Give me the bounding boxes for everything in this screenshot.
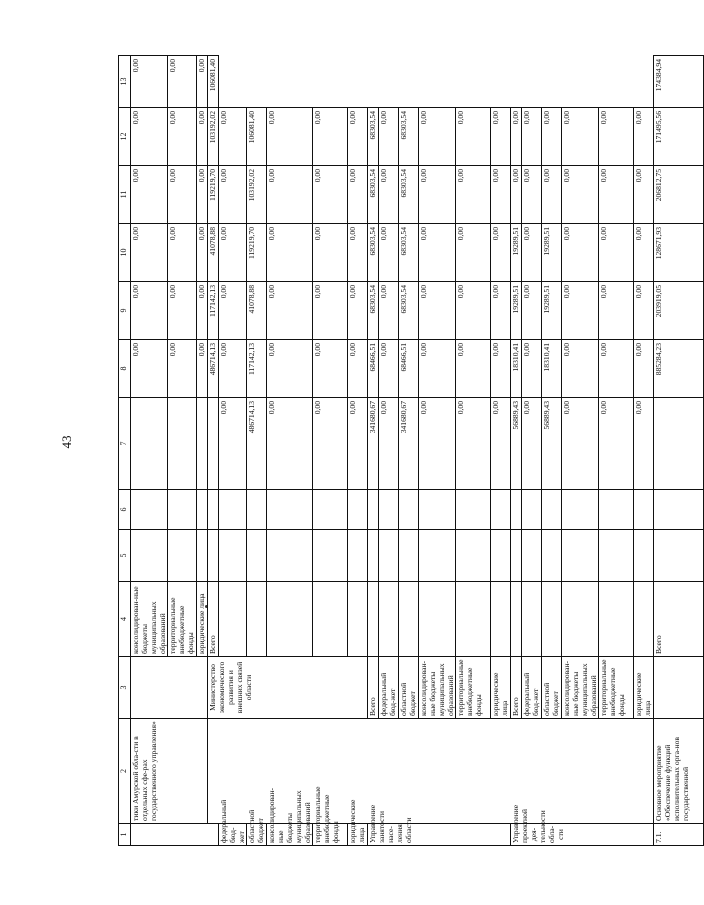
empty-cell — [511, 582, 522, 657]
row-label: консолидирован-ные бюджеты муниципальных образований — [419, 657, 456, 719]
amount-cell: 174384,94 — [654, 56, 704, 108]
amount-cell: 0,00 — [599, 340, 634, 398]
amount-cell: 0,00 — [197, 224, 208, 282]
amount-cell: 68303,54 — [399, 166, 419, 224]
amount-cell: 0,00 — [219, 340, 247, 398]
amount-cell: 103192,02 — [208, 108, 219, 166]
amount-cell: 0,00 — [379, 224, 399, 282]
col-header-9: 9 — [119, 282, 131, 340]
main-event-row — [654, 56, 704, 846]
amount-cell: 0,00 — [219, 166, 247, 224]
amount-cell: 0,00 — [379, 282, 399, 340]
empty-cell — [168, 398, 197, 490]
empty-cell — [634, 582, 654, 657]
col-header-11: 11 — [119, 166, 131, 224]
amount-cell: 0,00 — [313, 108, 348, 166]
empty-cell — [379, 582, 399, 657]
amount-cell: 19289,51 — [511, 282, 522, 340]
budget-table — [118, 55, 704, 846]
amount-cell: 0,00 — [562, 282, 599, 340]
amount-cell: 0,00 — [197, 56, 208, 108]
amount-cell: 0,00 — [542, 108, 562, 166]
amount-cell: 0,00 — [634, 108, 654, 166]
program-name: тики Амурской обла-сти в отдельных сфе-рах государственного управления» — [131, 719, 208, 824]
empty-cell — [654, 398, 704, 490]
empty-cell — [267, 530, 313, 582]
amount-cell: 0,00 — [491, 282, 511, 340]
amount-cell: 0,00 — [313, 224, 348, 282]
row-label: консолидирован-ные бюджеты муниципальных образований — [562, 657, 599, 719]
amount-cell: 68303,54 — [368, 224, 379, 282]
amount-cell: 0,00 — [522, 166, 542, 224]
empty-cell — [368, 582, 379, 657]
empty-cell — [348, 582, 368, 657]
empty-cell — [348, 490, 368, 530]
amount-cell: 117142,13 — [247, 340, 267, 398]
empty-cell — [654, 490, 704, 530]
empty-cell — [542, 582, 562, 657]
executor-cell — [131, 657, 208, 719]
amount-cell: 0,00 — [168, 166, 197, 224]
amount-cell: 0,00 — [419, 224, 456, 282]
empty-cell — [247, 490, 267, 530]
amount-cell: 0,00 — [168, 108, 197, 166]
amount-cell: 0,00 — [419, 398, 456, 490]
empty-cell — [379, 530, 399, 582]
amount-cell: 0,00 — [562, 340, 599, 398]
row-label: юридические лица — [491, 657, 511, 719]
col-header-3: 3 — [119, 657, 131, 719]
empty-cell — [197, 530, 208, 582]
amount-cell: 0,00 — [634, 282, 654, 340]
rotated-table-wrapper — [118, 56, 690, 846]
amount-cell: 68303,54 — [368, 166, 379, 224]
amount-cell: 0,00 — [456, 166, 491, 224]
col-header-13: 13 — [119, 56, 131, 108]
empty-cell — [511, 530, 522, 582]
amount-cell: 0,00 — [491, 398, 511, 490]
amount-cell: 0,00 — [379, 108, 399, 166]
amount-cell: 0,00 — [522, 340, 542, 398]
row-label: федеральный бюд-жет — [379, 657, 399, 719]
amount-cell: 0,00 — [219, 224, 247, 282]
amount-cell: 106081,40 — [247, 108, 267, 166]
amount-cell: 0,00 — [168, 340, 197, 398]
amount-cell: 0,00 — [419, 282, 456, 340]
amount-cell: 0,00 — [419, 108, 456, 166]
row-label: юридические лица — [634, 657, 654, 719]
row-label: консолидирован-ные бюджеты муниципальных образований — [267, 824, 313, 846]
amount-cell: 0,00 — [267, 166, 313, 224]
amount-cell: 0,00 — [219, 108, 247, 166]
row-label: юридические лица — [197, 582, 208, 657]
empty-cell — [208, 398, 219, 490]
amount-cell: 0,00 — [131, 166, 168, 224]
empty-cell — [267, 582, 313, 657]
main-event-name: Основное мероприятие «Обеспечение функций исполнительных орга-нов государственной — [654, 719, 704, 824]
empty-cell — [456, 582, 491, 657]
empty-cell — [399, 490, 419, 530]
page-number: 43 — [59, 435, 74, 449]
empty-cell — [399, 582, 419, 657]
row-label: юридические лица — [348, 824, 368, 846]
amount-cell: 341680,67 — [368, 398, 379, 490]
amount-cell: 0,00 — [131, 56, 168, 108]
amount-cell: 0,00 — [456, 398, 491, 490]
amount-cell: 0,00 — [419, 166, 456, 224]
main-event-number: 7.1. — [654, 824, 704, 846]
amount-cell: 103192,02 — [247, 166, 267, 224]
empty-cell — [419, 490, 456, 530]
executor-name: Министерство экономического развития и внешних связей области — [208, 657, 368, 719]
amount-cell: 0,00 — [131, 282, 168, 340]
amount-cell: 0,00 — [313, 398, 348, 490]
empty-cell — [131, 398, 168, 490]
empty-cell — [634, 490, 654, 530]
amount-cell: 0,00 — [522, 108, 542, 166]
empty-cell — [208, 530, 219, 582]
col-header-5: 5 — [119, 530, 131, 582]
amount-cell: 0,00 — [542, 166, 562, 224]
amount-cell: 0,00 — [313, 282, 348, 340]
executor-name: Управление проектной дея-тельности обла-сти — [511, 824, 654, 846]
amount-cell: 486714,13 — [247, 398, 267, 490]
amount-cell: 0,00 — [599, 166, 634, 224]
amount-cell: 68466,51 — [399, 340, 419, 398]
amount-cell: 0,00 — [348, 340, 368, 398]
row-label: консолидирован-ные бюджеты муниципальных образований — [131, 582, 168, 657]
amount-cell: 0,00 — [168, 56, 197, 108]
amount-cell: 0,00 — [634, 224, 654, 282]
empty-cell — [247, 582, 267, 657]
empty-cell — [542, 490, 562, 530]
amount-cell: 18310,41 — [511, 340, 522, 398]
empty-cell — [348, 530, 368, 582]
row-label: федеральный бюд-жет — [522, 657, 542, 719]
empty-cell — [313, 490, 348, 530]
amount-cell: 56889,43 — [542, 398, 562, 490]
amount-cell: 0,00 — [599, 224, 634, 282]
amount-cell: 0,00 — [197, 282, 208, 340]
amount-cell: 41078,88 — [208, 224, 219, 282]
amount-cell: 106081,40 — [208, 56, 219, 108]
empty-cell — [542, 530, 562, 582]
amount-cell: 0,00 — [379, 166, 399, 224]
row-label: областной бюджет — [542, 657, 562, 719]
amount-cell: 128671,93 — [654, 224, 704, 282]
row-label: территориальные внебюджетные фонды — [599, 657, 634, 719]
data-row — [208, 56, 219, 846]
amount-cell: 171495,56 — [654, 108, 704, 166]
col-header-8: 8 — [119, 340, 131, 398]
empty-cell — [419, 582, 456, 657]
amount-cell: 41078,88 — [247, 282, 267, 340]
amount-cell: 0,00 — [267, 224, 313, 282]
col-header-7: 7 — [119, 398, 131, 490]
empty-cell — [654, 530, 704, 582]
amount-cell: 0,00 — [348, 108, 368, 166]
amount-cell: 68466,51 — [368, 340, 379, 398]
row-label: областной бюджет — [247, 824, 267, 846]
amount-cell: 0,00 — [379, 340, 399, 398]
empty-cell — [491, 530, 511, 582]
amount-cell: 0,00 — [562, 166, 599, 224]
header-row — [119, 56, 131, 846]
empty-cell — [522, 582, 542, 657]
amount-cell: 0,00 — [379, 398, 399, 490]
empty-cell — [313, 582, 348, 657]
amount-cell: 0,00 — [562, 224, 599, 282]
amount-cell: 0,00 — [562, 398, 599, 490]
empty-cell — [197, 398, 208, 490]
amount-cell: 341680,67 — [399, 398, 419, 490]
amount-cell: 0,00 — [456, 224, 491, 282]
amount-cell: 0,00 — [599, 108, 634, 166]
amount-cell: 206812,75 — [654, 166, 704, 224]
amount-cell: 0,00 — [219, 282, 247, 340]
amount-cell: 0,00 — [511, 108, 522, 166]
amount-cell: 885284,23 — [654, 340, 704, 398]
empty-cell — [247, 530, 267, 582]
amount-cell: 119219,70 — [208, 166, 219, 224]
col-header-12: 12 — [119, 108, 131, 166]
col-header-1: 1 — [119, 824, 131, 846]
amount-cell: 68303,54 — [399, 224, 419, 282]
amount-cell: 0,00 — [267, 398, 313, 490]
amount-cell: 0,00 — [599, 398, 634, 490]
amount-cell: 117142,13 — [208, 282, 219, 340]
table-body — [119, 56, 704, 846]
empty-cell — [197, 490, 208, 530]
amount-cell: 0,00 — [348, 282, 368, 340]
amount-cell: 0,00 — [456, 282, 491, 340]
amount-cell: 0,00 — [168, 224, 197, 282]
empty-cell — [522, 490, 542, 530]
amount-cell: 486714,13 — [208, 340, 219, 398]
amount-cell: 0,00 — [522, 282, 542, 340]
row-label: Всего — [208, 582, 219, 657]
row-label: федеральный бюд-жет — [219, 824, 247, 846]
amount-cell: 0,00 — [419, 340, 456, 398]
amount-cell: 68303,54 — [368, 282, 379, 340]
empty-cell — [368, 490, 379, 530]
empty-cell — [208, 490, 219, 530]
row-label: территориальные внебюджетные фонды — [456, 657, 491, 719]
amount-cell: 19289,51 — [511, 224, 522, 282]
empty-cell — [219, 490, 247, 530]
amount-cell: 68303,54 — [399, 108, 419, 166]
main-event-executor — [654, 657, 704, 719]
row-label: Всего — [654, 582, 704, 657]
empty-cell — [313, 530, 348, 582]
amount-cell: 0,00 — [456, 108, 491, 166]
amount-cell: 68303,54 — [368, 108, 379, 166]
empty-cell — [562, 582, 599, 657]
amount-cell: 0,00 — [348, 398, 368, 490]
executor-name: Управление занятости насе-ления области — [368, 824, 511, 846]
empty-cell — [419, 530, 456, 582]
empty-cell — [456, 530, 491, 582]
empty-cell — [267, 490, 313, 530]
amount-cell: 0,00 — [313, 166, 348, 224]
empty-cell — [168, 530, 197, 582]
amount-cell: 0,00 — [197, 166, 208, 224]
amount-cell: 19289,51 — [542, 224, 562, 282]
empty-cell — [131, 530, 168, 582]
amount-cell: 56889,43 — [511, 398, 522, 490]
amount-cell: 0,00 — [599, 282, 634, 340]
row-label: территориальные внебюджетные фонды — [168, 582, 197, 657]
amount-cell: 0,00 — [522, 398, 542, 490]
amount-cell: 0,00 — [267, 282, 313, 340]
col-header-4: 4 — [119, 582, 131, 657]
empty-cell — [219, 530, 247, 582]
row-label: Всего — [368, 657, 379, 719]
amount-cell: 0,00 — [348, 166, 368, 224]
amount-cell: 0,00 — [168, 282, 197, 340]
amount-cell: 0,00 — [131, 108, 168, 166]
col-header-10: 10 — [119, 224, 131, 282]
empty-cell — [491, 582, 511, 657]
amount-cell: 19289,51 — [542, 282, 562, 340]
empty-cell — [491, 490, 511, 530]
amount-cell: 0,00 — [491, 108, 511, 166]
empty-cell — [168, 490, 197, 530]
amount-cell: 0,00 — [634, 166, 654, 224]
col-header-2: 2 — [119, 719, 131, 824]
empty-cell — [599, 490, 634, 530]
amount-cell: 0,00 — [197, 108, 208, 166]
amount-cell: 0,00 — [511, 166, 522, 224]
amount-cell: 203919,05 — [654, 282, 704, 340]
amount-cell: 0,00 — [219, 398, 247, 490]
empty-cell — [634, 530, 654, 582]
empty-cell — [562, 530, 599, 582]
empty-cell — [599, 582, 634, 657]
amount-cell: 0,00 — [634, 398, 654, 490]
amount-cell: 0,00 — [562, 108, 599, 166]
empty-cell — [368, 530, 379, 582]
amount-cell: 0,00 — [267, 108, 313, 166]
amount-cell: 0,00 — [634, 340, 654, 398]
amount-cell: 0,00 — [313, 340, 348, 398]
amount-cell: 18310,41 — [542, 340, 562, 398]
row-label: территориальные внебюджетные фонды — [313, 824, 348, 846]
empty-cell — [379, 490, 399, 530]
empty-cell — [562, 490, 599, 530]
empty-cell — [599, 530, 634, 582]
amount-cell: 0,00 — [456, 340, 491, 398]
row-label: Всего — [511, 657, 522, 719]
amount-cell: 68303,54 — [399, 282, 419, 340]
empty-cell — [399, 530, 419, 582]
amount-cell: 0,00 — [491, 340, 511, 398]
empty-cell — [456, 490, 491, 530]
amount-cell: 0,00 — [131, 340, 168, 398]
amount-cell: 0,00 — [522, 224, 542, 282]
amount-cell: 0,00 — [267, 340, 313, 398]
empty-cell — [511, 490, 522, 530]
empty-cell — [522, 530, 542, 582]
amount-cell: 119219,70 — [247, 224, 267, 282]
row-label: областной бюджет — [399, 657, 419, 719]
empty-cell — [219, 582, 247, 657]
amount-cell: 0,00 — [491, 224, 511, 282]
lead-row — [131, 56, 168, 846]
row-number-cell — [131, 824, 219, 846]
amount-cell: 0,00 — [197, 340, 208, 398]
amount-cell: 0,00 — [348, 224, 368, 282]
amount-cell: 0,00 — [491, 166, 511, 224]
col-header-6: 6 — [119, 490, 131, 530]
empty-cell — [131, 490, 168, 530]
amount-cell: 0,00 — [131, 224, 168, 282]
